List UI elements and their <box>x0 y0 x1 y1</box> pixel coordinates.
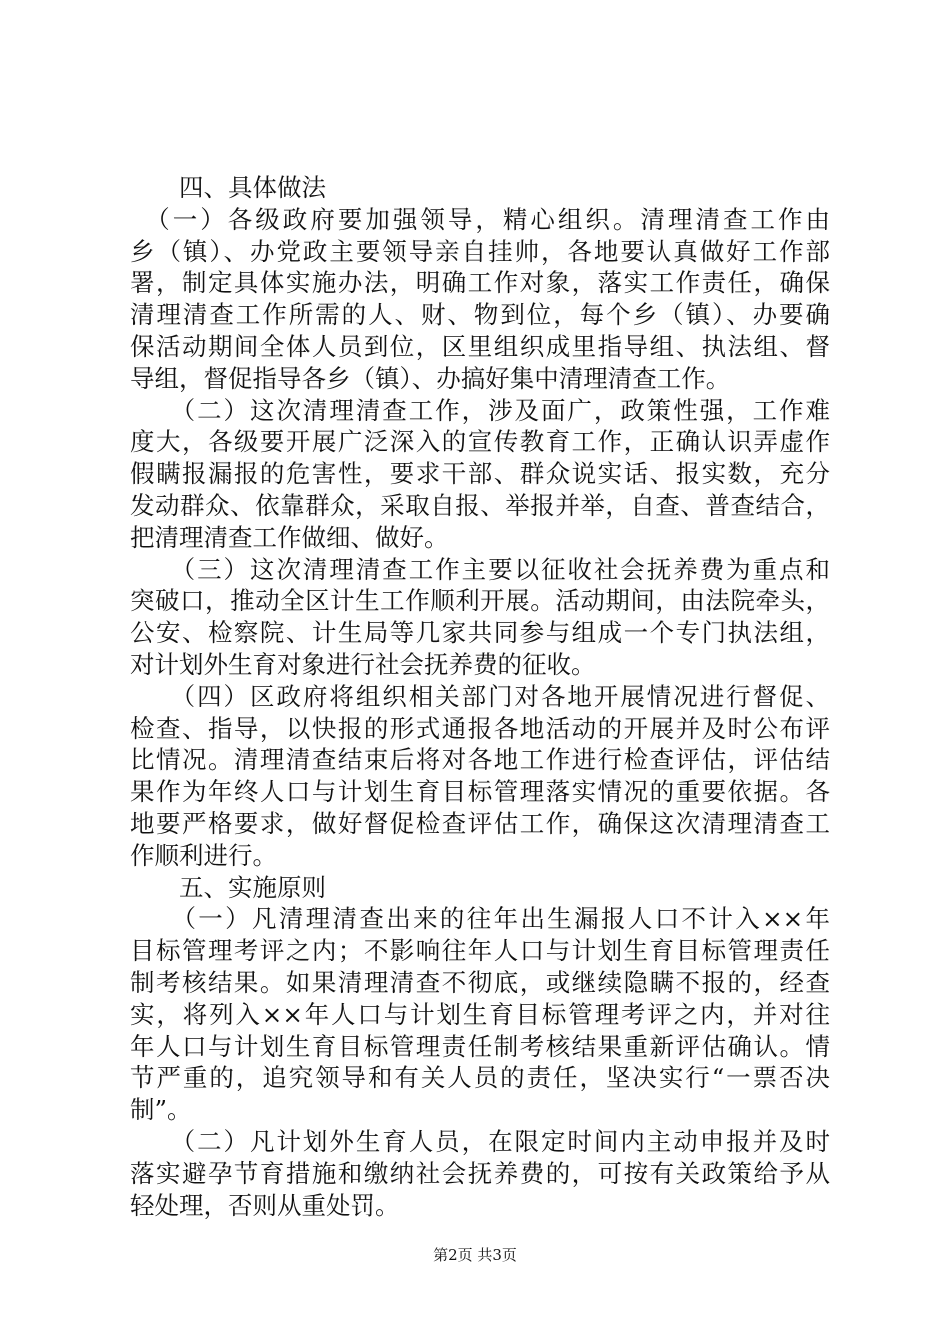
text-line: 清理清查工作所需的人、财、物到位，每个乡（镇）、办要确 <box>130 300 830 330</box>
text-line: 制考核结果。如果清理清查不彻底，或继续隐瞒不报的，经查 <box>130 967 830 997</box>
text-line: 发动群众、依靠群众，采取自报、举报并举，自查、普查结合， <box>130 490 830 520</box>
text-line: 比情况。清理清查结束后将对各地工作进行检查评估，评估结 <box>130 745 830 775</box>
section-heading: 五、实施原则 <box>130 872 326 902</box>
document-body <box>130 172 830 1221</box>
text-line: 果作为年终人口与计划生育目标管理落实情况的重要依据。各 <box>130 777 830 807</box>
text-line: （一）凡清理清查出来的往年出生漏报人口不计入××年 <box>130 904 830 934</box>
text-line: 对计划外生育对象进行社会抚养费的征收。 <box>130 649 596 679</box>
text-line: （四）区政府将组织相关部门对各地开展情况进行督促、 <box>130 681 830 711</box>
text-line: 制”。 <box>130 1095 192 1125</box>
text-line: （二）这次清理清查工作，涉及面广，政策性强，工作难 <box>130 395 830 425</box>
text-line: 作顺利进行。 <box>130 840 277 870</box>
text-line: 目标管理考评之内；不影响往年人口与计划生育目标管理责任 <box>130 936 830 966</box>
text-line: 度大，各级要开展广泛深入的宣传教育工作，正确认识弄虚作 <box>130 427 830 457</box>
text-line: 年人口与计划生育目标管理责任制考核结果重新评估确认。情 <box>130 1031 830 1061</box>
section-heading: 四、具体做法 <box>130 173 326 202</box>
text-line: 检查、指导，以快报的形式通报各地活动的开展并及时公布评 <box>130 713 830 743</box>
text-line: 导组，督促指导各乡（镇）、办搞好集中清理清查工作。 <box>130 363 731 393</box>
text-line: 署，制定具体实施办法，明确工作对象，落实工作责任，确保 <box>130 268 830 298</box>
page-number: 第2页 共3页 <box>433 1246 517 1264</box>
text-line: 保活动期间全体人员到位，区里组织成里指导组、执法组、督 <box>130 331 830 361</box>
text-line: 落实避孕节育措施和缴纳社会抚养费的，可按有关政策给予从 <box>130 1158 830 1188</box>
text-line: 把清理清查工作做细、做好。 <box>130 522 449 552</box>
text-line: 公安、检察院、计生局等几家共同参与组成一个专门执法组， <box>130 618 830 648</box>
text-line: 乡（镇）、办党政主要领导亲自挂帅，各地要认真做好工作部 <box>130 236 830 266</box>
text-line: 假瞒报漏报的危害性，要求干部、群众说实话、报实数，充分 <box>130 459 830 489</box>
text-line: （一）各级政府要加强领导，精心组织。清理清查工作由 <box>130 204 830 234</box>
text-line: 轻处理，否则从重处罚。 <box>130 1190 400 1220</box>
text-line: （二）凡计划外生育人员，在限定时间内主动申报并及时 <box>130 1126 830 1156</box>
text-line: 地要严格要求，做好督促检查评估工作，确保这次清理清查工 <box>130 808 830 838</box>
text-line: 实，将列入××年人口与计划生育目标管理考评之内，并对往 <box>130 999 830 1029</box>
text-line: （三）这次清理清查工作主要以征收社会抚养费为重点和 <box>130 554 830 584</box>
text-line: 节严重的，追究领导和有关人员的责任，坚决实行“一票否决 <box>130 1063 830 1093</box>
text-line: 突破口，推动全区计生工作顺利开展。活动期间，由法院牵头， <box>130 586 830 616</box>
